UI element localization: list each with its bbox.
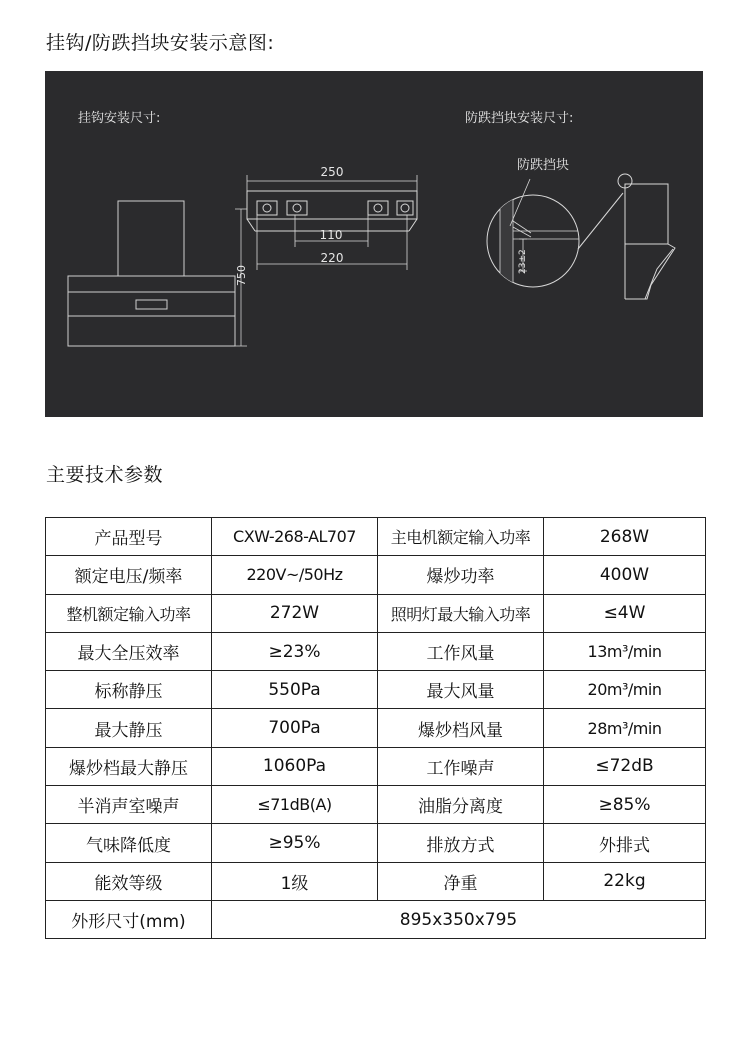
spec-value: 700Pa xyxy=(212,709,378,747)
gap-dimension-label: 23±2 xyxy=(518,249,528,274)
spec-label: 标称静压 xyxy=(46,671,212,709)
dimension-750-label: 750 xyxy=(235,265,248,286)
hook-bracket xyxy=(247,191,417,231)
range-hood-front-view xyxy=(68,201,235,346)
dimension-220-label: 220 xyxy=(320,251,344,265)
spec-value: ≥85% xyxy=(544,786,706,824)
spec-row xyxy=(46,824,706,862)
block-size-label: 防跌挡块安装尺寸: xyxy=(465,111,574,126)
spec-row xyxy=(46,556,706,594)
install-diagram-title: 挂钩/防跌挡块安装示意图: xyxy=(46,32,275,54)
range-hood-side-view xyxy=(578,174,675,299)
spec-row xyxy=(46,671,706,709)
spec-row xyxy=(46,786,706,824)
spec-row xyxy=(46,518,706,556)
block-detail-zoom xyxy=(487,191,585,291)
spec-value: 1级 xyxy=(212,862,378,900)
spec-value: ≥95% xyxy=(212,824,378,862)
spec-label: 净重 xyxy=(378,862,544,900)
spec-value: 28m³/min xyxy=(544,709,706,747)
spec-value: 895x350x795 xyxy=(212,900,706,938)
spec-label: 排放方式 xyxy=(378,824,544,862)
spec-value: 268W xyxy=(544,518,706,556)
spec-value: 1060Pa xyxy=(212,747,378,785)
install-diagram xyxy=(45,71,703,417)
spec-label: 爆炒功率 xyxy=(378,556,544,594)
spec-value: CXW-268-AL707 xyxy=(212,518,378,556)
block-name-label: 防跌挡块 xyxy=(517,158,570,173)
spec-label: 气味降低度 xyxy=(46,824,212,862)
spec-row xyxy=(46,632,706,670)
spec-label: 工作风量 xyxy=(378,632,544,670)
spec-value: ≤71dB(A) xyxy=(212,786,378,824)
spec-value: 13m³/min xyxy=(544,632,706,670)
spec-value: 220V~/50Hz xyxy=(212,556,378,594)
spec-row xyxy=(46,594,706,632)
spec-label: 外形尺寸(mm) xyxy=(46,900,212,938)
spec-row xyxy=(46,862,706,900)
spec-label: 最大风量 xyxy=(378,671,544,709)
spec-label: 产品型号 xyxy=(46,518,212,556)
spec-label: 工作噪声 xyxy=(378,747,544,785)
spec-row xyxy=(46,747,706,785)
spec-value: 400W xyxy=(544,556,706,594)
spec-row xyxy=(46,709,706,747)
spec-value: 22kg xyxy=(544,862,706,900)
specs-title: 主要技术参数 xyxy=(46,464,164,486)
spec-value: 20m³/min xyxy=(544,671,706,709)
spec-label: 油脂分离度 xyxy=(378,786,544,824)
specs-table xyxy=(45,517,706,939)
spec-value: ≤4W xyxy=(544,594,706,632)
spec-value: 272W xyxy=(212,594,378,632)
hook-size-label: 挂钩安装尺寸: xyxy=(78,111,161,126)
spec-value: 550Pa xyxy=(212,671,378,709)
spec-label: 爆炒档风量 xyxy=(378,709,544,747)
spec-label: 照明灯最大输入功率 xyxy=(378,594,544,632)
spec-label: 额定电压/频率 xyxy=(46,556,212,594)
spec-value: ≤72dB xyxy=(544,747,706,785)
spec-label: 能效等级 xyxy=(46,862,212,900)
dimension-110-label: 110 xyxy=(319,228,343,242)
spec-value: 外排式 xyxy=(544,824,706,862)
spec-label: 爆炒档最大静压 xyxy=(46,747,212,785)
install-diagram-panel xyxy=(45,71,703,417)
spec-label: 主电机额定输入功率 xyxy=(378,518,544,556)
spec-label: 半消声室噪声 xyxy=(46,786,212,824)
specs-table-body xyxy=(46,518,706,939)
spec-label: 整机额定输入功率 xyxy=(46,594,212,632)
dimension-250-label: 250 xyxy=(320,165,344,179)
spec-row-dimensions xyxy=(46,900,706,938)
spec-value: ≥23% xyxy=(212,632,378,670)
spec-label: 最大全压效率 xyxy=(46,632,212,670)
spec-label: 最大静压 xyxy=(46,709,212,747)
